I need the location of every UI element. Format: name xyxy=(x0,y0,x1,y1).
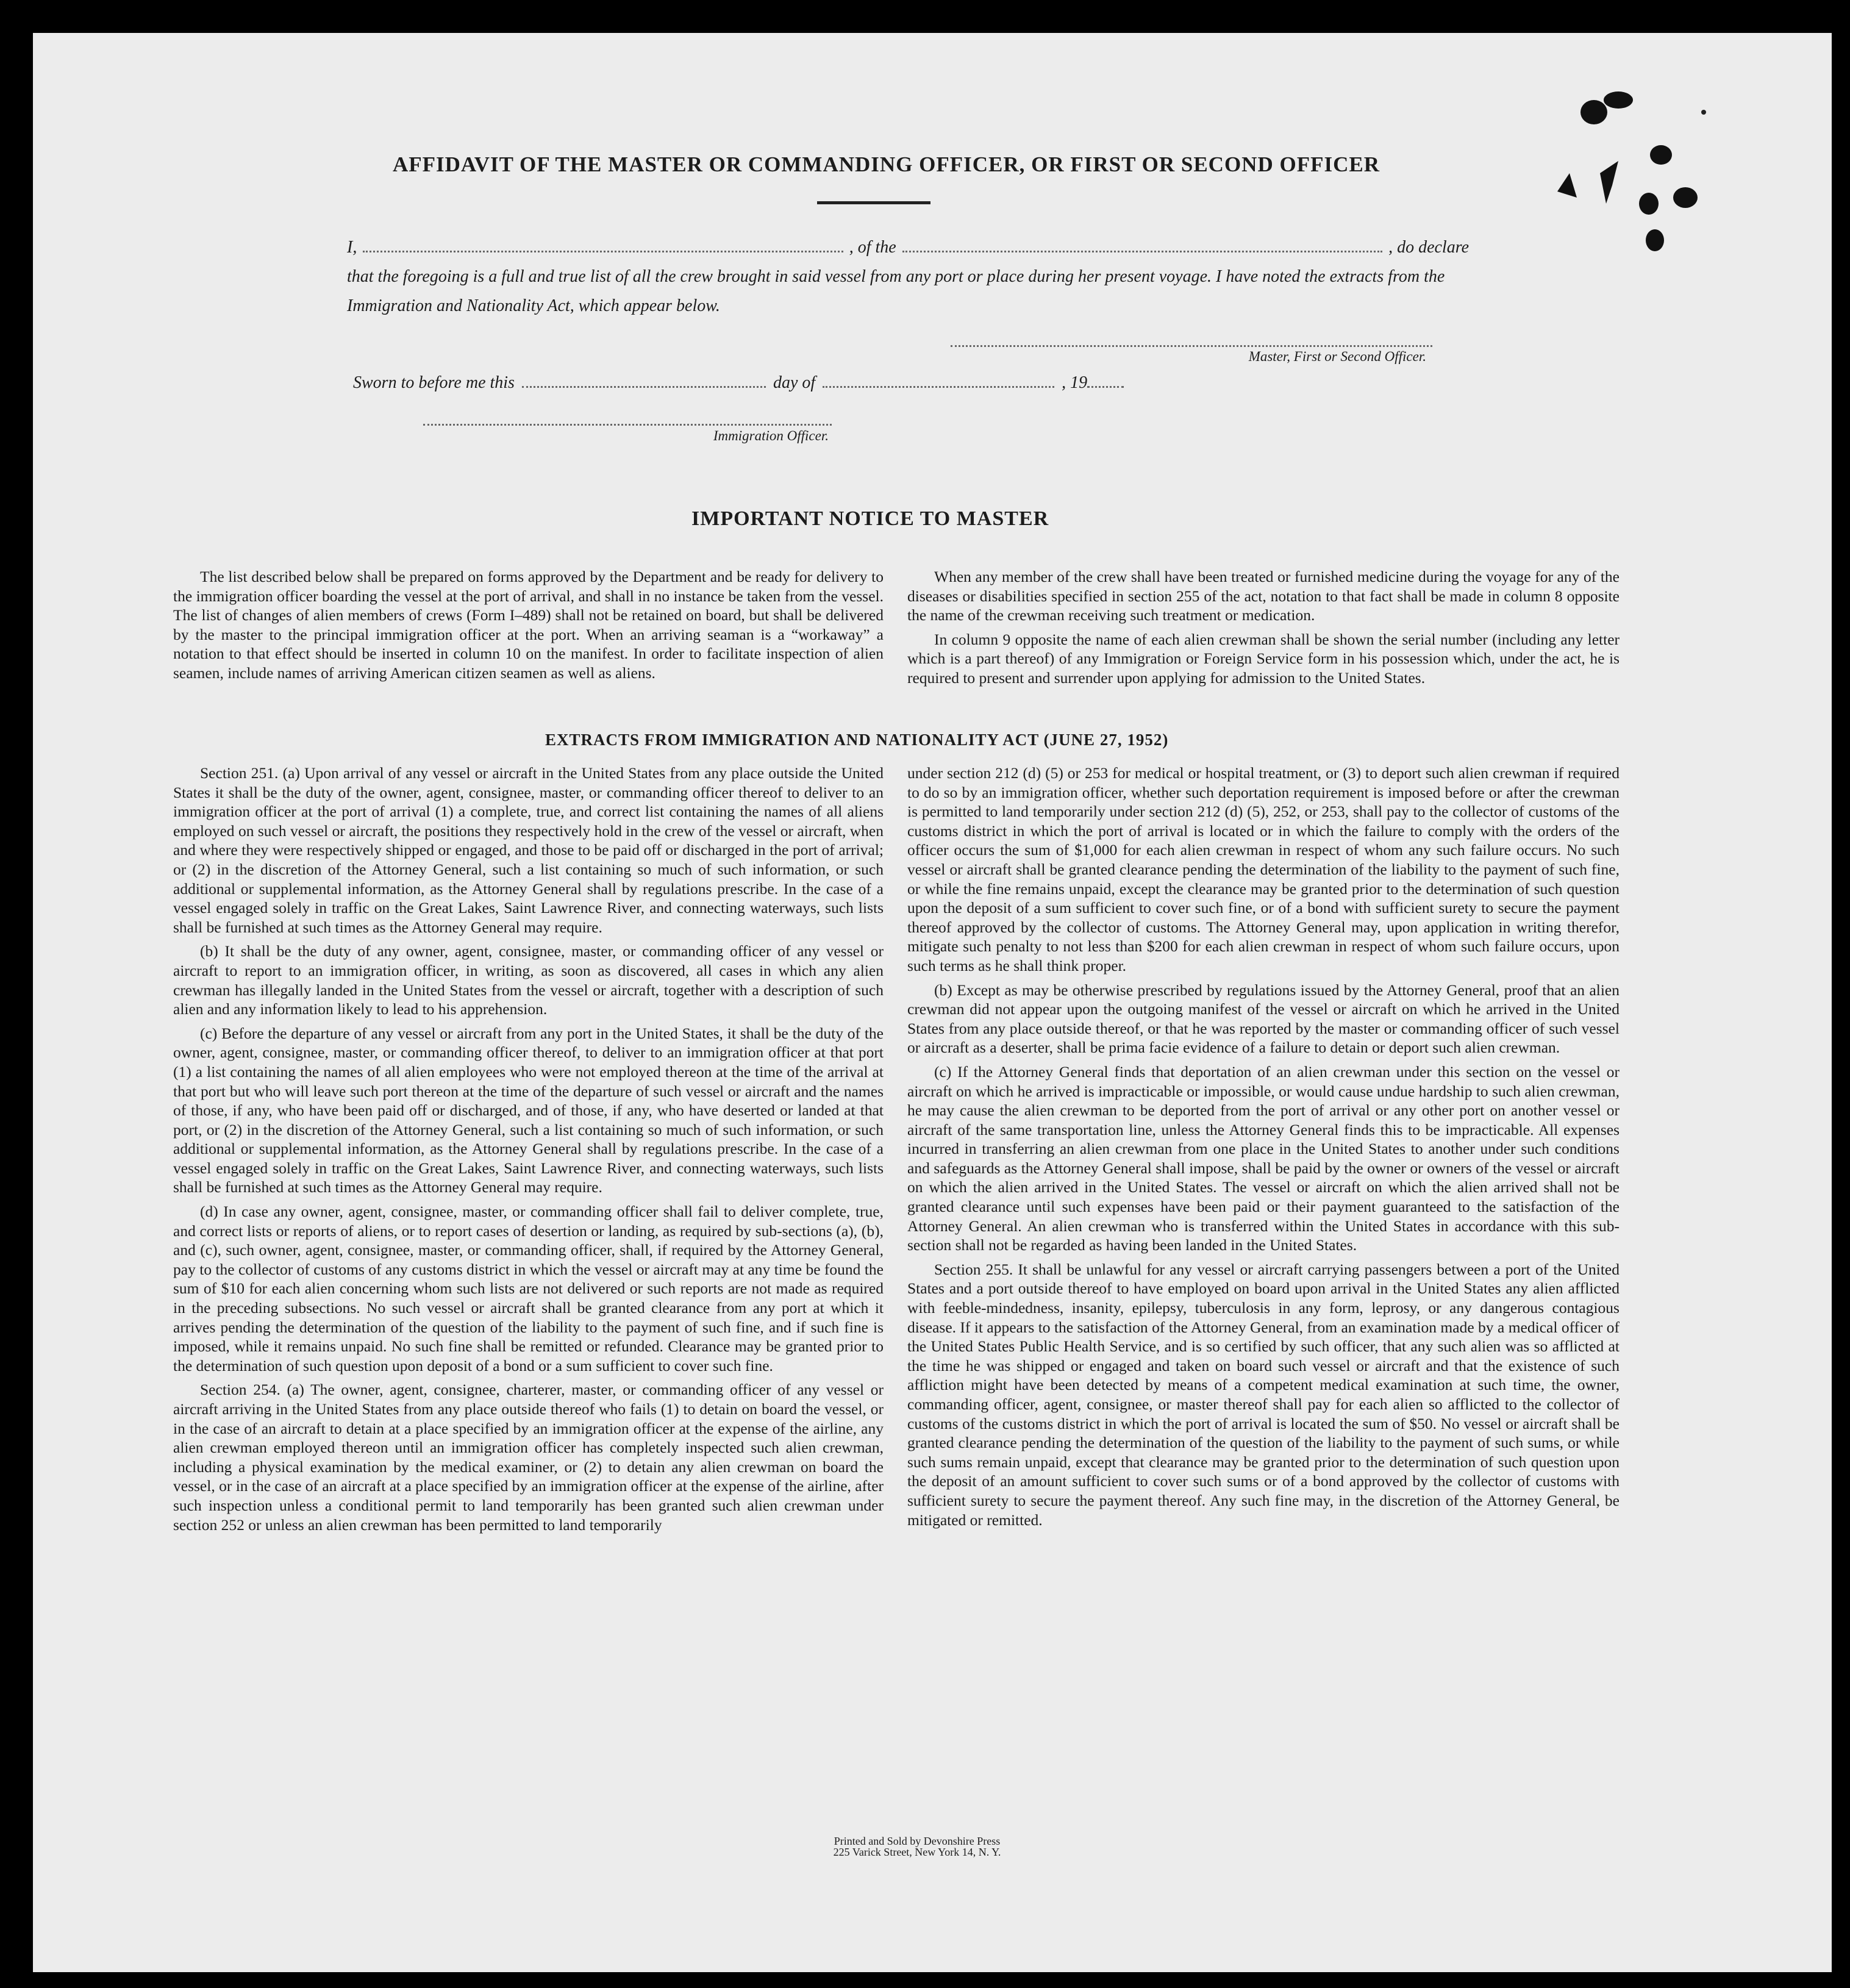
section-251d: (d) In case any owner, agent, consignee, master, or commanding officer shall fail to deliver complete, true, and correct lists or reports of aliens, or to report cases of desertion or landing, as required by sub-sections (a), (b), and (c), such owner, agent, consignee, master, or commanding officer, shall, if required by the Attorney General, pay to the collector of customs of any customs district in which the vessel or aircraft may at any time be found the sum of $10 for each alien concerning whom such lists are not delivered or such reports are not made as required in the preceding subsections. No such vessel or aircraft shall be granted clearance from any port at which it arrives pending the determination of the question of the liability to the payment of such fine, and if such fine is imposed, while it remains unpaid. No such fine shall be remitted or refunded. Clearance may be granted prior to the determination of such question upon deposit of a bond or a sum sufficient to cover such fine. xyxy=(173,1203,884,1375)
vessel-blank[interactable] xyxy=(902,251,1382,252)
imprint-line: 225 Varick Street, New York 14, N. Y. xyxy=(833,1846,1001,1858)
section-254a: Section 254. (a) The owner, agent, consignee, charterer, master, or commanding officer of any vessel or aircraft arriving in the United States from any place outside thereof who fails (1) to detain on board the vessel, or in the case of an aircraft to detain at a place specified by an immigration officer at the expense of the airline, any alien crewman employed thereon until an immigration officer has completely inspected such alien crewman, including a physical examination by the medical examiner, or (2) to detain any alien crewman on board the vessel, or in the case of an aircraft at a place specified by an immigration officer at the expense of the airline, after such inspection unless a conditional permit to land temporarily has been granted such alien crewman under section 252 or unless an alien crewman has been permitted to land temporarily xyxy=(173,1381,884,1534)
year-blank[interactable] xyxy=(1087,386,1124,388)
sworn-text: Sworn to before me this xyxy=(353,373,515,392)
decl-of-the: , of the xyxy=(849,238,896,257)
year-prefix: , 19 xyxy=(1062,373,1088,392)
section-254a-continued: under section 212 (d) (5) or 253 for medical or hospital treatment, or (3) to deport such alien crewman if required to do so by an immigration officer, whether such deportation requirement is imposed before or after the crewman is permitted to land temporarily under section 212 (d) (5), 252, or 253, shall pay to the collector of customs of the customs district in which the port of arrival is located or in which the failure to comply with the orders of the officer occurs the sum of $1,000 for each alien crewman in respect of whom any such failure occurs. No such vessel or aircraft shall be granted clearance pending the determination of the liability to the payment of such fine, or while the fine remains unpaid, except the clearance may be granted prior to the determination of such question upon the deposit of a sum sufficient to cover such fine, or of a bond with sufficient surety to secure the payment thereof approved by the collector of customs. The Attorney General may, upon application in writing therefor, mitigate such penalty to not less than $200 for each alien crewman in respect of whom such failure occurs, upon such terms as he shall think proper. xyxy=(907,764,1620,974)
section-251c: (c) Before the departure of any vessel or aircraft from any port in the United States, it shall be the duty of the owner, agent, consignee, master, or commanding officer thereof, to deliver to an immigration officer at that port (1) a list containing the names of all alien employees who were not employed thereon at the time of the arrival at that port but who will leave such port thereon at the time of the departure of such vessel or aircraft and the names of those, if any, who have been paid off or discharged, and of those, if any, who have deserted or landed at that port, or (2) in the discretion of the Attorney General, such a list containing so much of such information, or such additional or supplemental information, as the Attorney General shall by regulations prescribe. In the case of a vessel engaged solely in traffic on the Great Lakes, Saint Lawrence River, and connecting waterways, such lists shall be furnished at such times as the Attorney General may require. xyxy=(173,1024,884,1196)
officer-signature-line[interactable] xyxy=(423,424,832,426)
section-251b: (b) It shall be the duty of any owner, agent, consignee, master, or commanding officer of any vessel or aircraft to report to an immigration officer, in writing, as soon as discovered, all cases in which any alien crewman has illegally landed in the United States from the vessel or aircraft, together with a description of such alien and any information likely to lead to his apprehension. xyxy=(173,942,884,1018)
section-254b: (b) Except as may be otherwise prescribed by regulations issued by the Attorney General, proof that an alien crewman did not appear upon the outgoing manifest of the vessel or aircraft on which he arrived in the United States from any place outside thereof, or that he was reported by the master or commanding officer of such vessel or aircraft as a deserter, shall be prima facie evidence of a failure to detain or deport such alien crewman. xyxy=(907,981,1620,1057)
decl-do-declare: , do declare xyxy=(1388,238,1469,257)
section-254c: (c) If the Attorney General finds that deportation of an alien crewman under this section on the vessel or aircraft on which he arrived is impracticable or impossible, or would cause undue hardship to such alien crewman, he may cause the alien crewman to be deported from the port of arrival or any other port on another vessel or aircraft of the same transportation line, unless the Attorney General finds this to be impracticable. All expenses incurred in transferring an alien crewman from one place in the United States to another under such conditions and safeguards as the Attorney General shall impose, shall be paid by the owner or owners of the vessel or aircraft on which the alien arrived in the United States. The vessel or aircraft on which the alien arrived shall not be granted clearance until such expenses have been paid or their payment guaranteed to the satisfaction of the Attorney General. An alien crewman who is transferred within the United States in accordance with this sub-section shall not be regarded as having been landed in the United States. xyxy=(907,1062,1620,1254)
notice-paragraph: When any member of the crew shall have been treated or furnished medicine during the voyage for any of the diseases or disabilities specified in section 255 of the act, notation to that fact shall be made in column 8 opposite the name of the crewman receiving such treatment or medication. xyxy=(907,568,1620,624)
notice-paragraph: The list described below shall be prepared on forms approved by the Department and be ready for delivery to the immigration officer boarding the vessel at the port of arrival, and shall in no instance be taken from the vessel. The list of changes of alien members of crews (Form I–489) shall not be retained on board, but shall be delivered by the master to the principal immigration officer at the port. When an arriving seaman is a “workaway” a notation to that effect should be inserted in column 10 on the manifest. In order to facilitate inspection of alien seamen, include names of arriving American citizen seamen as well as aliens. xyxy=(173,568,884,682)
printer-imprint xyxy=(734,1836,1100,1857)
section-251a: Section 251. (a) Upon arrival of any vessel or aircraft in the United States from any place outside the United States it shall be the duty of the owner, agent, consignee, master, or commanding officer thereof to deliver to an immigration officer at the port of arrival (1) a complete, true, and correct list containing the names of all aliens employed on such vessel or aircraft, the positions they respectively hold in the crew of the vessel or aircraft, when and where they were respectively shipped or engaged, and those to be paid off or discharged in the port of arrival; or (2) in the discretion of the Attorney General, such a list containing so much of such information, or such additional or supplemental information, as the Attorney General shall by regulations prescribe. In the case of a vessel engaged solely in traffic on the Great Lakes, Saint Lawrence River, and connecting waterways, such lists shall be furnished at such times as the Attorney General may require. xyxy=(173,764,884,936)
signature-label: Master, First or Second Officer. xyxy=(1248,349,1426,364)
document-page xyxy=(33,33,1832,1972)
day-of-text: day of xyxy=(773,373,816,392)
notice-left-column xyxy=(173,567,884,688)
month-blank[interactable] xyxy=(823,386,1054,388)
section-255: Section 255. It shall be unlawful for any vessel or aircraft carrying passengers between a port of the United States and a port outside thereof to have employed on board upon arrival in the United States any alien afflicted with feeble-mindedness, insanity, epilepsy, tuberculosis in any form, leprosy, or any dangerous contagious disease. If it appears to the satisfaction of the Attorney General, from an examination made by a medical officer of the United States Public Health Service, and is so certified by such officer, that any such alien was so afflicted at the time he was shipped or engaged and taken on board such vessel or aircraft and that the existence of such affliction might have been detected by means of a competent medical examination at such time, the owner, commanding officer, agent, consignee, or master thereof shall pay for each alien so afflicted to the collector of customs of the customs district in which the port of arrival is located the sum of $50. No vessel or aircraft shall be granted clearance pending the determination of the question of the liability to the payment of such sums, or while such sums remain unpaid, except that clearance may be granted prior to the determination of such question upon the deposit of an amount sufficient to cover such sums or of a bond approved by the collector of customs with sufficient surety to secure the payment thereof. Any such fine may, in the discretion of the Attorney General, be mitigated or remitted. xyxy=(907,1260,1620,1529)
notice-title: IMPORTANT NOTICE TO MASTER xyxy=(691,507,1049,530)
imprint-line: Printed and Sold by Devonshire Press xyxy=(834,1835,1001,1847)
officer-label: Immigration Officer. xyxy=(713,428,829,443)
day-blank[interactable] xyxy=(522,386,766,388)
decl-body: that the foregoing is a full and true list of all the crew brought in said vessel from any port or place during her present voyage. I have noted the extracts from the Immigration and Nationality Act, which appear below. xyxy=(347,267,1445,315)
extracts-left-column xyxy=(173,763,884,1539)
notice-paragraph: In column 9 opposite the name of each alien crewman shall be shown the serial number (including any letter which is a part thereof) of any Immigration or Foreign Service form in his possession which, under the act, he is required to present and surrender upon applying for admission to the United States. xyxy=(907,630,1620,687)
sworn-line xyxy=(353,373,1207,393)
declaration xyxy=(347,233,1469,321)
title-rule xyxy=(817,201,930,204)
name-blank[interactable] xyxy=(363,251,843,252)
signature-line[interactable] xyxy=(951,345,1432,347)
decl-i: I, xyxy=(347,238,357,257)
extracts-right-column xyxy=(907,763,1620,1534)
notice-right-column xyxy=(907,567,1620,693)
affidavit-title: AFFIDAVIT OF THE MASTER OR COMMANDING OFFICER, OR FIRST OR SECOND OFFICER xyxy=(393,152,1380,176)
extracts-title: EXTRACTS FROM IMMIGRATION AND NATIONALITY ACT (JUNE 27, 1952) xyxy=(545,731,1169,749)
ink-stain-marks xyxy=(1521,82,1728,283)
